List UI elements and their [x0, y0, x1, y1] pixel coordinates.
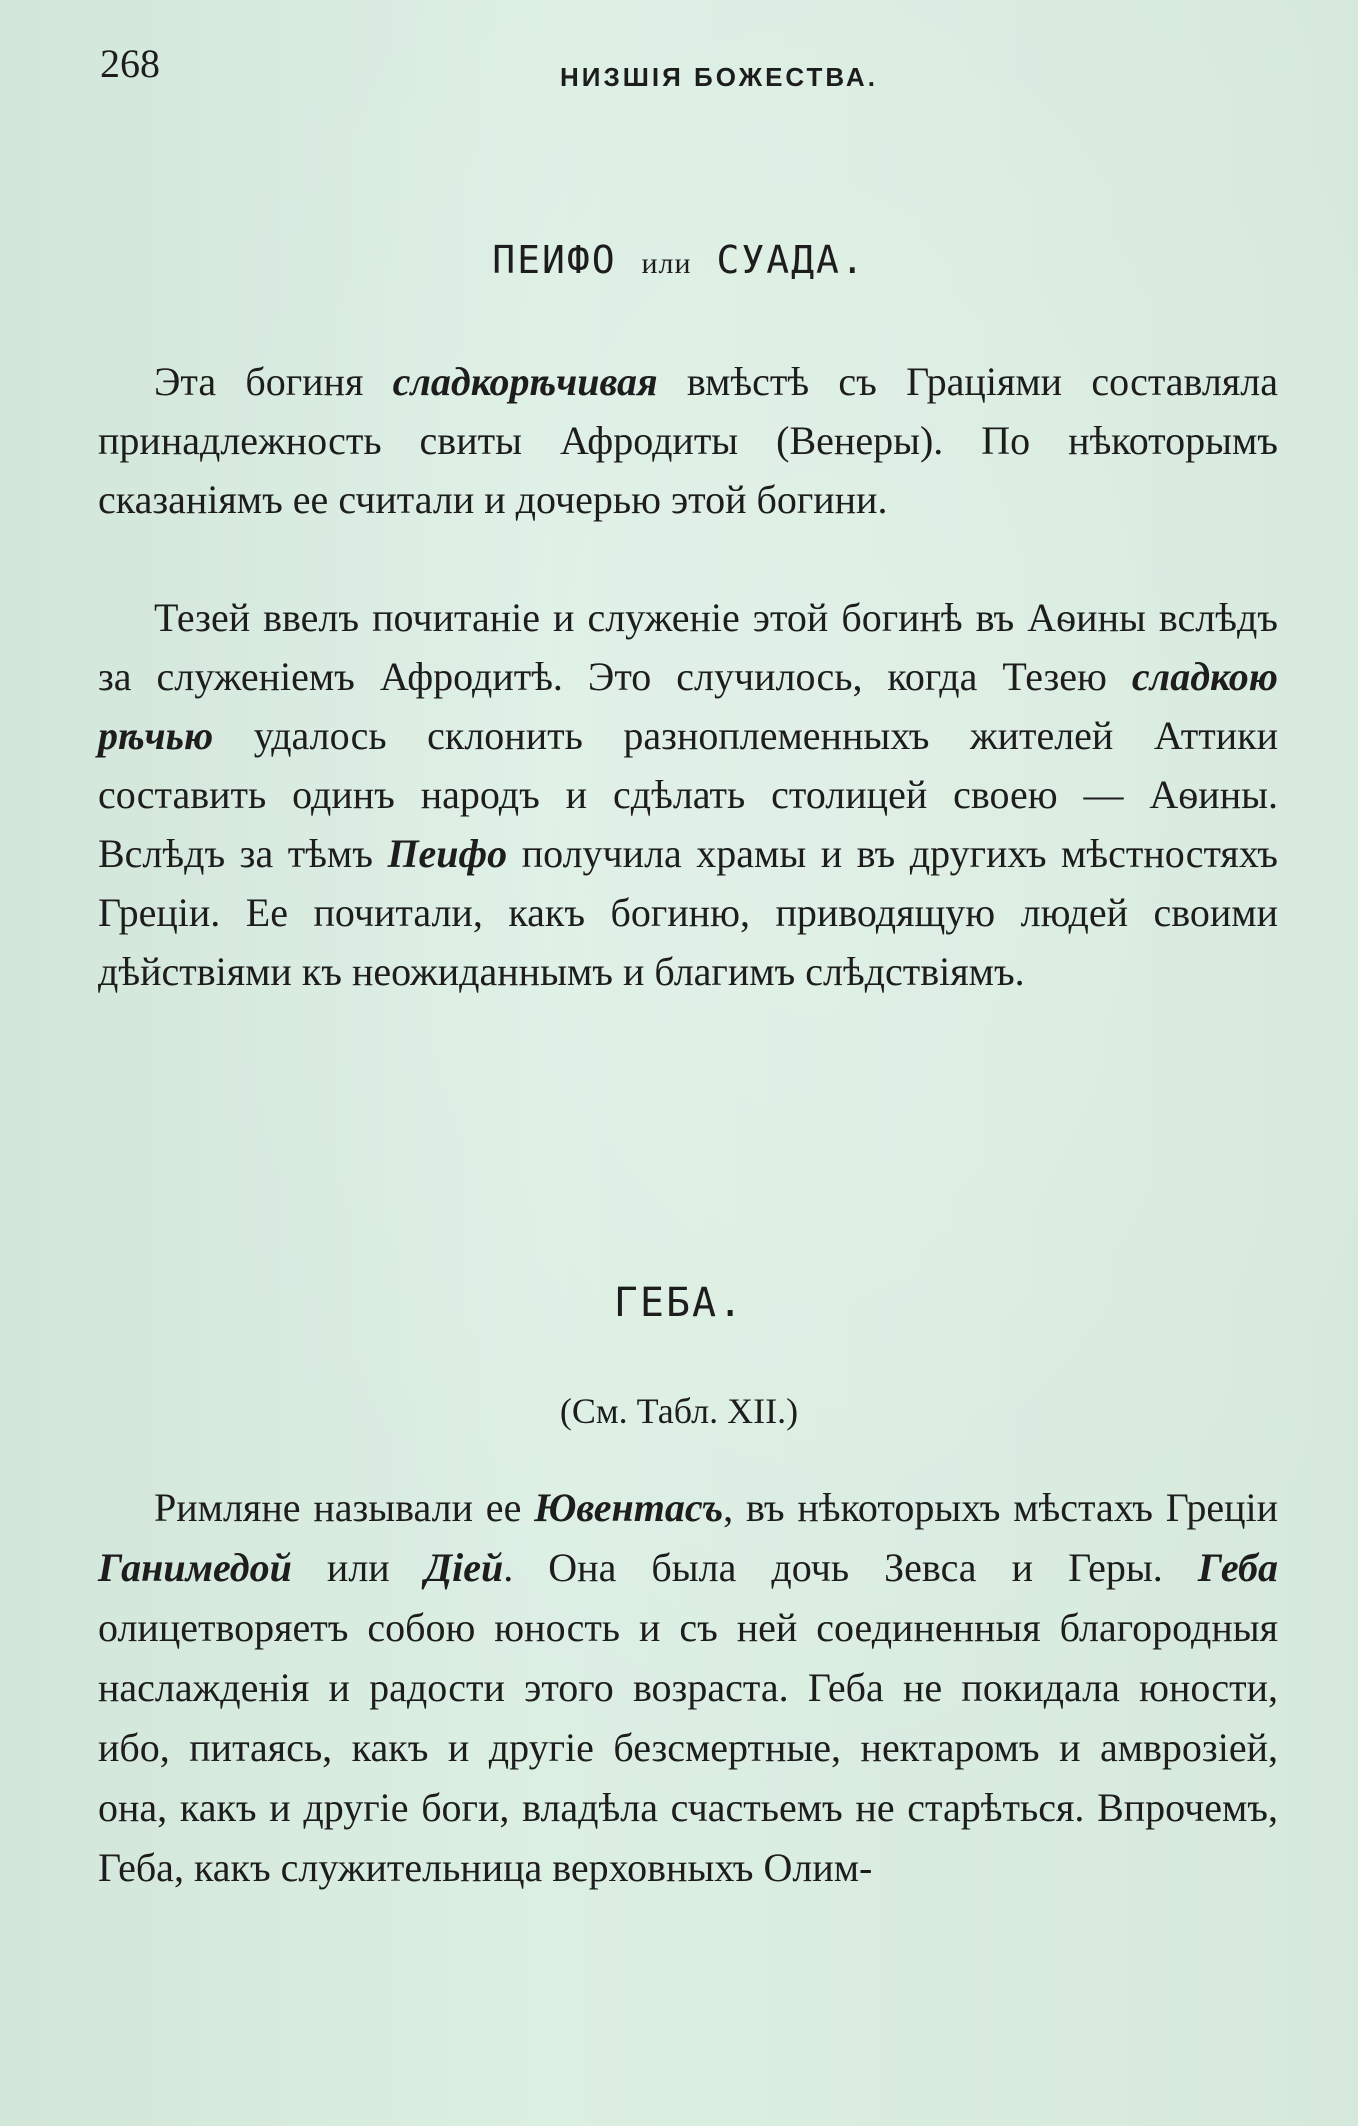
- text-run: получила храмы и въ другихъ мѣстностяхъ Греціи. Ее почитали, какъ богиню, приводящую людей своими дѣйствіями къ неожиданнымъ и благимъ слѣдствіямъ.: [98, 831, 1278, 994]
- text-run: удалось склонить разноплеменныхъ жителей Аттики составить одинъ народъ и сдѣлать столицей своею — Аѳины. Вслѣдъ за тѣмъ: [98, 713, 1278, 876]
- page-number: 268: [100, 41, 160, 86]
- plate-reference: (См. Табл. XII.): [559, 1391, 799, 1431]
- text-run: . Она была дочь Зевса и Геры.: [503, 1545, 1198, 1590]
- running-title: НИЗШІЯ БОЖЕСТВА.: [560, 62, 878, 92]
- text-run: Тезей ввелъ почитаніе и служеніе этой богинѣ въ Аѳины вслѣдъ за служеніемъ Афродитѣ. Это случилось, когда Тезею: [98, 595, 1278, 699]
- italic-emphasis: Ювентасъ: [534, 1485, 724, 1530]
- italic-emphasis: Діей: [424, 1545, 504, 1590]
- italic-emphasis: Ганимедой: [98, 1545, 292, 1590]
- paragraph: [98, 1478, 1278, 1898]
- section-title-peitho-or: или: [641, 247, 692, 280]
- section-title-peitho-alt-name: СУАДА.: [716, 238, 866, 282]
- section-title-peitho-name: ПЕИФО: [492, 238, 617, 282]
- text-run: или: [291, 1545, 425, 1590]
- section-title-hebe: ГЕБА.: [613, 1280, 745, 1326]
- text-run: Эта богиня: [154, 359, 393, 404]
- running-head: [100, 40, 1280, 100]
- paragraph: [98, 352, 1278, 529]
- text-run: олицетворяетъ собою юность и съ ней соединенныя благородныя наслажденія и радости этого возраста. Геба не покидала юности, ибо, питаясь, какъ и другіе безсмертные, нектаромъ и амврозіей, она, какъ и другіе боги, владѣла счастьемъ не старѣться. Впрочемъ, Геба, какъ служительница верховныхъ Олим-: [98, 1605, 1278, 1890]
- section-title-peitho: [0, 238, 1358, 282]
- paragraph: [98, 588, 1278, 1001]
- italic-emphasis: сладкою рѣчью: [98, 654, 1278, 758]
- text-run: , въ нѣкоторыхъ мѣстахъ Греціи: [723, 1485, 1278, 1530]
- italic-emphasis: Геба: [1197, 1545, 1279, 1590]
- italic-emphasis: сладкорѣчивая: [392, 359, 658, 404]
- italic-emphasis: Пеифо: [387, 831, 508, 876]
- text-run: вмѣстѣ съ Граціями составляла принадлежность свиты Афродиты (Венеры). По нѣкоторымъ сказаніямъ ее считали и дочерью этой богини.: [98, 359, 1278, 522]
- text-run: Римляне называли ее: [154, 1485, 535, 1530]
